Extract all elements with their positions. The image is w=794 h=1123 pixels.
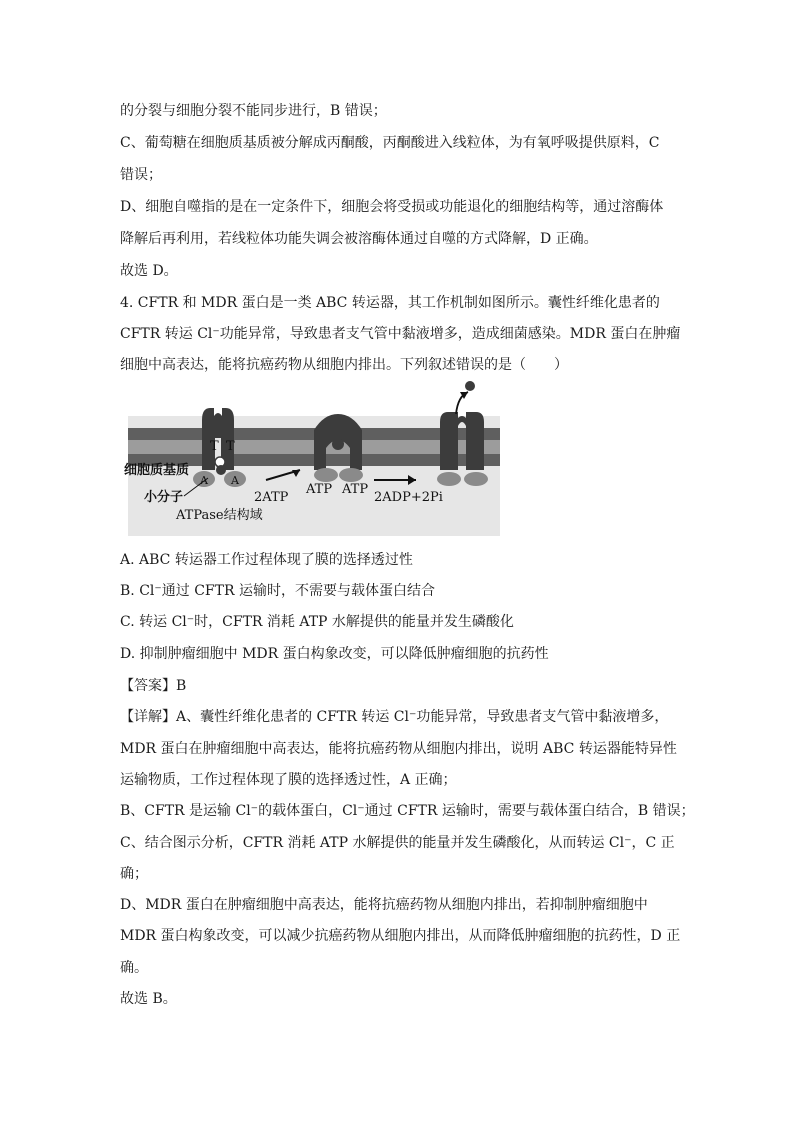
atp-label-left: ATP <box>306 482 333 497</box>
explanation-line-5: C、结合图示分析，CFTR 消耗 ATP 水解提供的能量并发生磷酸化，从而转运 Cl⁻，C 正 <box>120 835 675 851</box>
adp-label: 2ADP+2Pi <box>374 490 443 505</box>
question-stem-1: 4. CFTR 和 MDR 蛋白是一类 ABC 转运器，其工作机制如图所示。囊性纤维化患者的 <box>120 295 660 311</box>
explanation-line-6: 确； <box>120 866 148 882</box>
explanation-line-3: 运输物质，工作过程体现了膜的选择透过性，A 正确； <box>120 772 457 788</box>
explanation-line-2: MDR 蛋白在肿瘤细胞中高表达，能将抗癌药物从细胞内排出，说明 ABC 转运器能特异性 <box>120 741 677 757</box>
text-line-5: 降解后再利用，若线粒体功能失调会被溶酶体通过自噬的方式降解，D 正确。 <box>120 231 598 247</box>
option-c: C. 转运 Cl⁻时，CFTR 消耗 ATP 水解提供的能量并发生磷酸化 <box>120 614 514 630</box>
option-d: D. 抑制肿瘤细胞中 MDR 蛋白构象改变，可以降低肿瘤细胞的抗药性 <box>120 646 549 662</box>
atpase-domain-left-3 <box>437 472 461 486</box>
text-line-6: 故选 D。 <box>120 263 178 279</box>
small-molecule-icon <box>216 465 226 475</box>
explanation-line-9: 确。 <box>120 960 148 976</box>
answer-line: 【答案】B <box>120 678 187 694</box>
final-answer-line: 故选 B。 <box>120 991 177 1007</box>
text-line-2: C、葡萄糖在细胞质基质被分解成丙酮酸，丙酮酸进入线粒体，为有氧呼吸提供原料，C <box>120 135 660 151</box>
atpase-domain-right-3 <box>464 472 488 486</box>
explanation-line-4: B、CFTR 是运输 Cl⁻的载体蛋白，Cl⁻通过 CFTR 运输时，需要与载体蛋白结合，B 错误； <box>120 803 695 819</box>
t-label-left: T <box>210 439 219 454</box>
a-label-left: A <box>200 474 208 487</box>
option-a: A. ABC 转运器工作过程体现了膜的选择透过性 <box>120 552 413 568</box>
atp2-label: 2ATP <box>254 490 289 505</box>
abc-transporter-figure <box>124 378 502 536</box>
text-line-1: 的分裂与细胞分裂不能同步进行，B 错误； <box>120 103 387 119</box>
atp-label-right: ATP <box>342 482 369 497</box>
explanation-line-1: 【详解】A、囊性纤维化患者的 CFTR 转运 Cl⁻功能异常，导致患者支气管中黏液增多， <box>120 709 669 725</box>
atpase-domain-right-2 <box>339 468 363 482</box>
atpase-label: ATPase结构域 <box>176 508 263 523</box>
option-b: B. Cl⁻通过 CFTR 运输时，不需要与载体蛋白结合 <box>120 583 435 599</box>
bound-molecule-icon <box>332 438 344 450</box>
text-line-3: 错误； <box>120 167 162 183</box>
a-label-right: A <box>231 474 239 487</box>
question-stem-3: 细胞中高表达，能将抗癌药物从细胞内排出。下列叙述错误的是（ ） <box>120 357 568 373</box>
released-molecule-icon <box>465 381 475 391</box>
text-line-4: D、细胞自噬指的是在一定条件下，细胞会将受损或功能退化的细胞结构等，通过溶酶体 <box>120 199 664 215</box>
t-label-right: T <box>226 439 235 454</box>
atpase-domain-left-2 <box>314 468 338 482</box>
figure-svg <box>124 378 502 536</box>
question-stem-2: CFTR 转运 Cl⁻功能异常，导致患者支气管中黏液增多，造成细菌感染。MDR 蛋白在肿瘤 <box>120 326 681 342</box>
explanation-line-7: D、MDR 蛋白在肿瘤细胞中高表达，能将抗癌药物从细胞内排出，若抑制肿瘤细胞中 <box>120 897 648 913</box>
cytoplasm-label: 细胞质基质 <box>124 463 190 478</box>
small-molecule-label: 小分子 <box>144 490 184 505</box>
explanation-line-8: MDR 蛋白构象改变，可以减少抗癌药物从细胞内排出，从而降低肿瘤细胞的抗药性，D 正 <box>120 928 681 944</box>
